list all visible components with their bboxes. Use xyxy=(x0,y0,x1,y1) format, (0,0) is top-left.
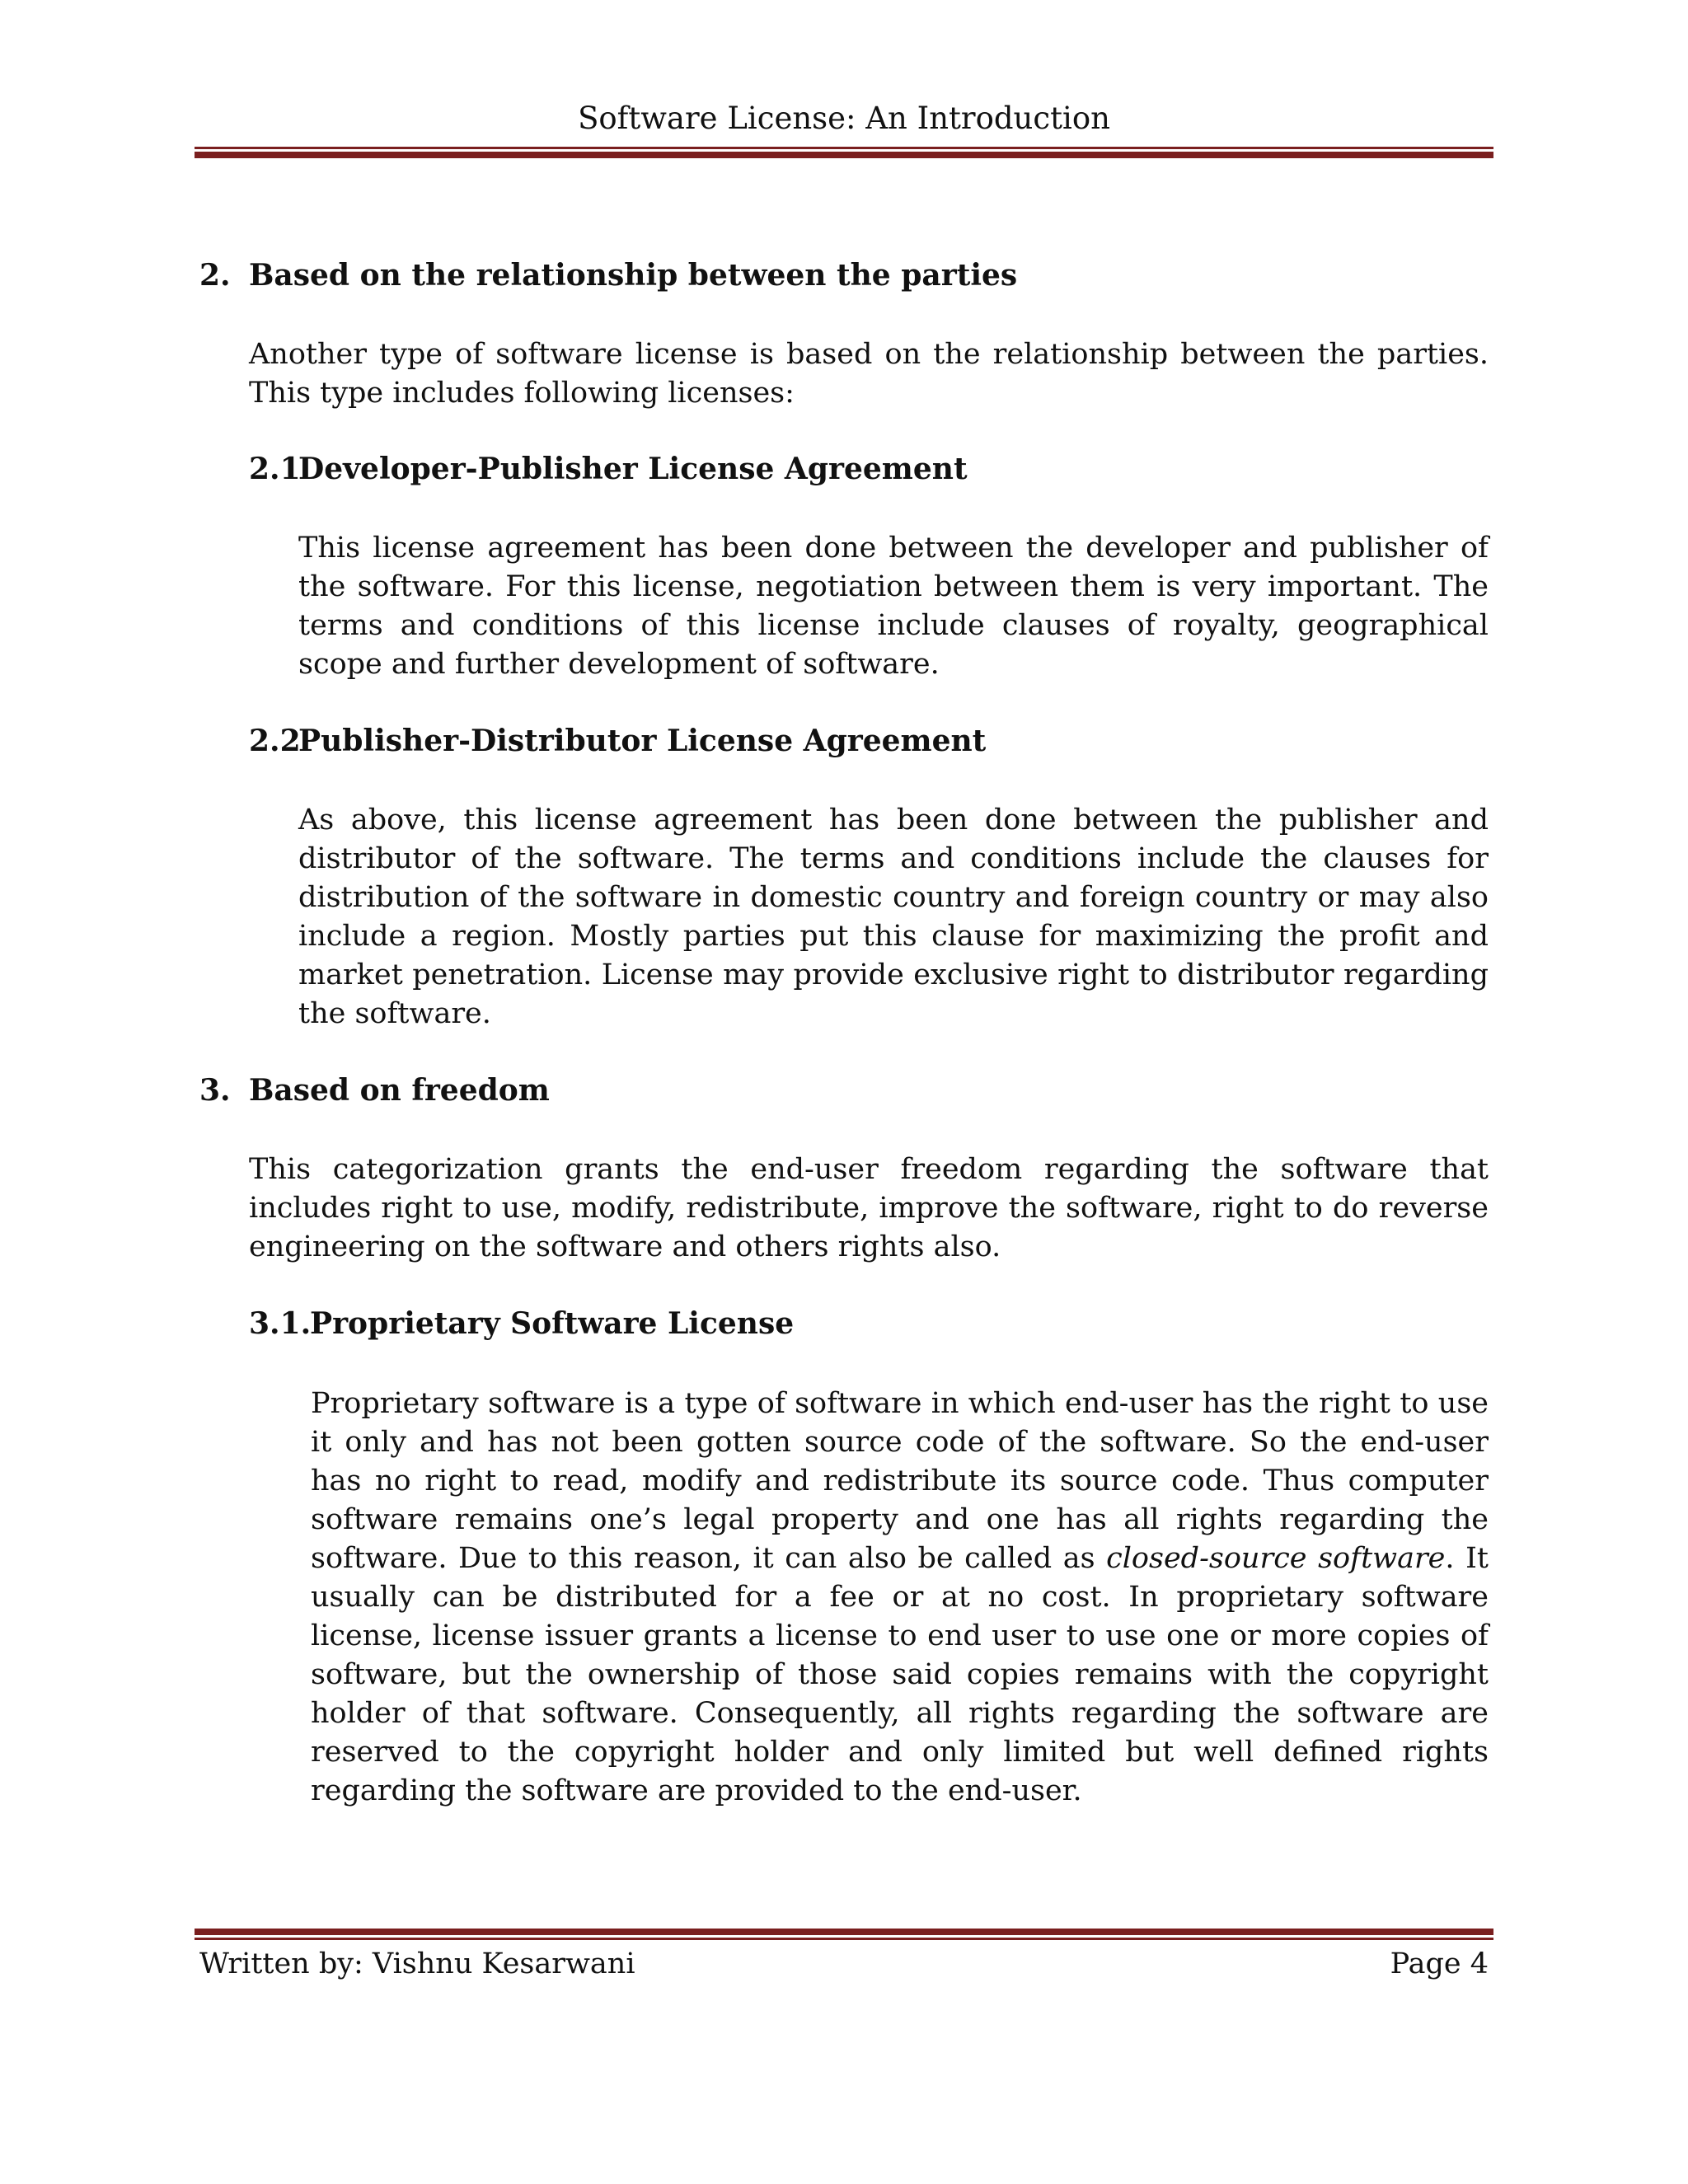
section-2-title: Based on the relationship between the parties xyxy=(249,258,1018,293)
section-2-number: 2. xyxy=(199,258,231,293)
section-2-intro: Another type of software license is based on the relationship between the parties. This type includes following licenses: xyxy=(249,338,1489,410)
footer-author: Written by: Vishnu Kesarwani xyxy=(199,1947,635,1980)
section-3-1-title: Proprietary Software License xyxy=(310,1306,795,1341)
section-3-1-heading xyxy=(249,1305,794,1343)
section-3-number: 3. xyxy=(199,1073,231,1108)
section-3-1-body xyxy=(311,1385,1489,1811)
closed-source-emphasis: closed-source software xyxy=(1106,1542,1446,1575)
footer-rule xyxy=(195,1929,1493,1940)
section-3-1-body-part1: Proprietary software is a type of software in which end-user has the right to use it only and has not been gotten source code of the software. So the end-user has no right to read, modify and redistribute its source code. Thus computer software remains one’s legal property and one has all rights regarding the software. Due to this reason, it can also be called as xyxy=(311,1387,1489,1575)
section-2-1-number: 2.1 xyxy=(249,452,301,486)
section-2-2-body: As above, this license agreement has been done between the publisher and distributor of the software. The terms and conditions include the clauses for distribution of the software in domestic country and foreign country or may also include a region. Mostly parties put this clause for maximizing the profit and market penetration. License may provide exclusive right to distributor regarding the software. xyxy=(298,804,1489,1030)
section-2-2-title: Publisher-Distributor License Agreement xyxy=(298,724,987,758)
section-3-1-number: 3.1. xyxy=(249,1306,312,1341)
section-3-1-body-part2: . It usually can be distributed for a fee or at no cost. In proprietary software license, license issuer grants a license to end user to use one or more copies of software, but the ownership of those said copies remains with the copyright holder of that software. Consequently, all rights regarding the software are reserved to the copyright holder and only limited but well defined rights regarding the software are provided to the end-user. xyxy=(311,1542,1489,1807)
section-2-2-heading xyxy=(249,722,986,761)
section-3-heading xyxy=(199,1071,550,1110)
section-3-title: Based on freedom xyxy=(249,1073,550,1108)
section-2-2-number: 2.2 xyxy=(249,724,301,758)
section-2-1-title: Developer-Publisher License Agreement xyxy=(298,452,968,486)
section-3-intro: This categorization grants the end-user freedom regarding the software that includes right to use, modify, redistribute, improve the software, right to do reverse engineering on the software and others rights also. xyxy=(249,1153,1489,1263)
section-2-1-body: This license agreement has been done between the developer and publisher of the software. For this license, negotiation between them is very important. The terms and conditions of this license include clauses of royalty, geographical scope and further development of software. xyxy=(298,532,1489,681)
section-2-1-heading xyxy=(249,450,968,489)
footer-page-number: Page 4 xyxy=(1390,1947,1489,1980)
header-rule xyxy=(195,147,1493,158)
page-footer xyxy=(199,1945,1489,1983)
page-header-title: Software License: An Introduction xyxy=(578,101,1110,136)
section-2-heading xyxy=(199,256,1017,295)
